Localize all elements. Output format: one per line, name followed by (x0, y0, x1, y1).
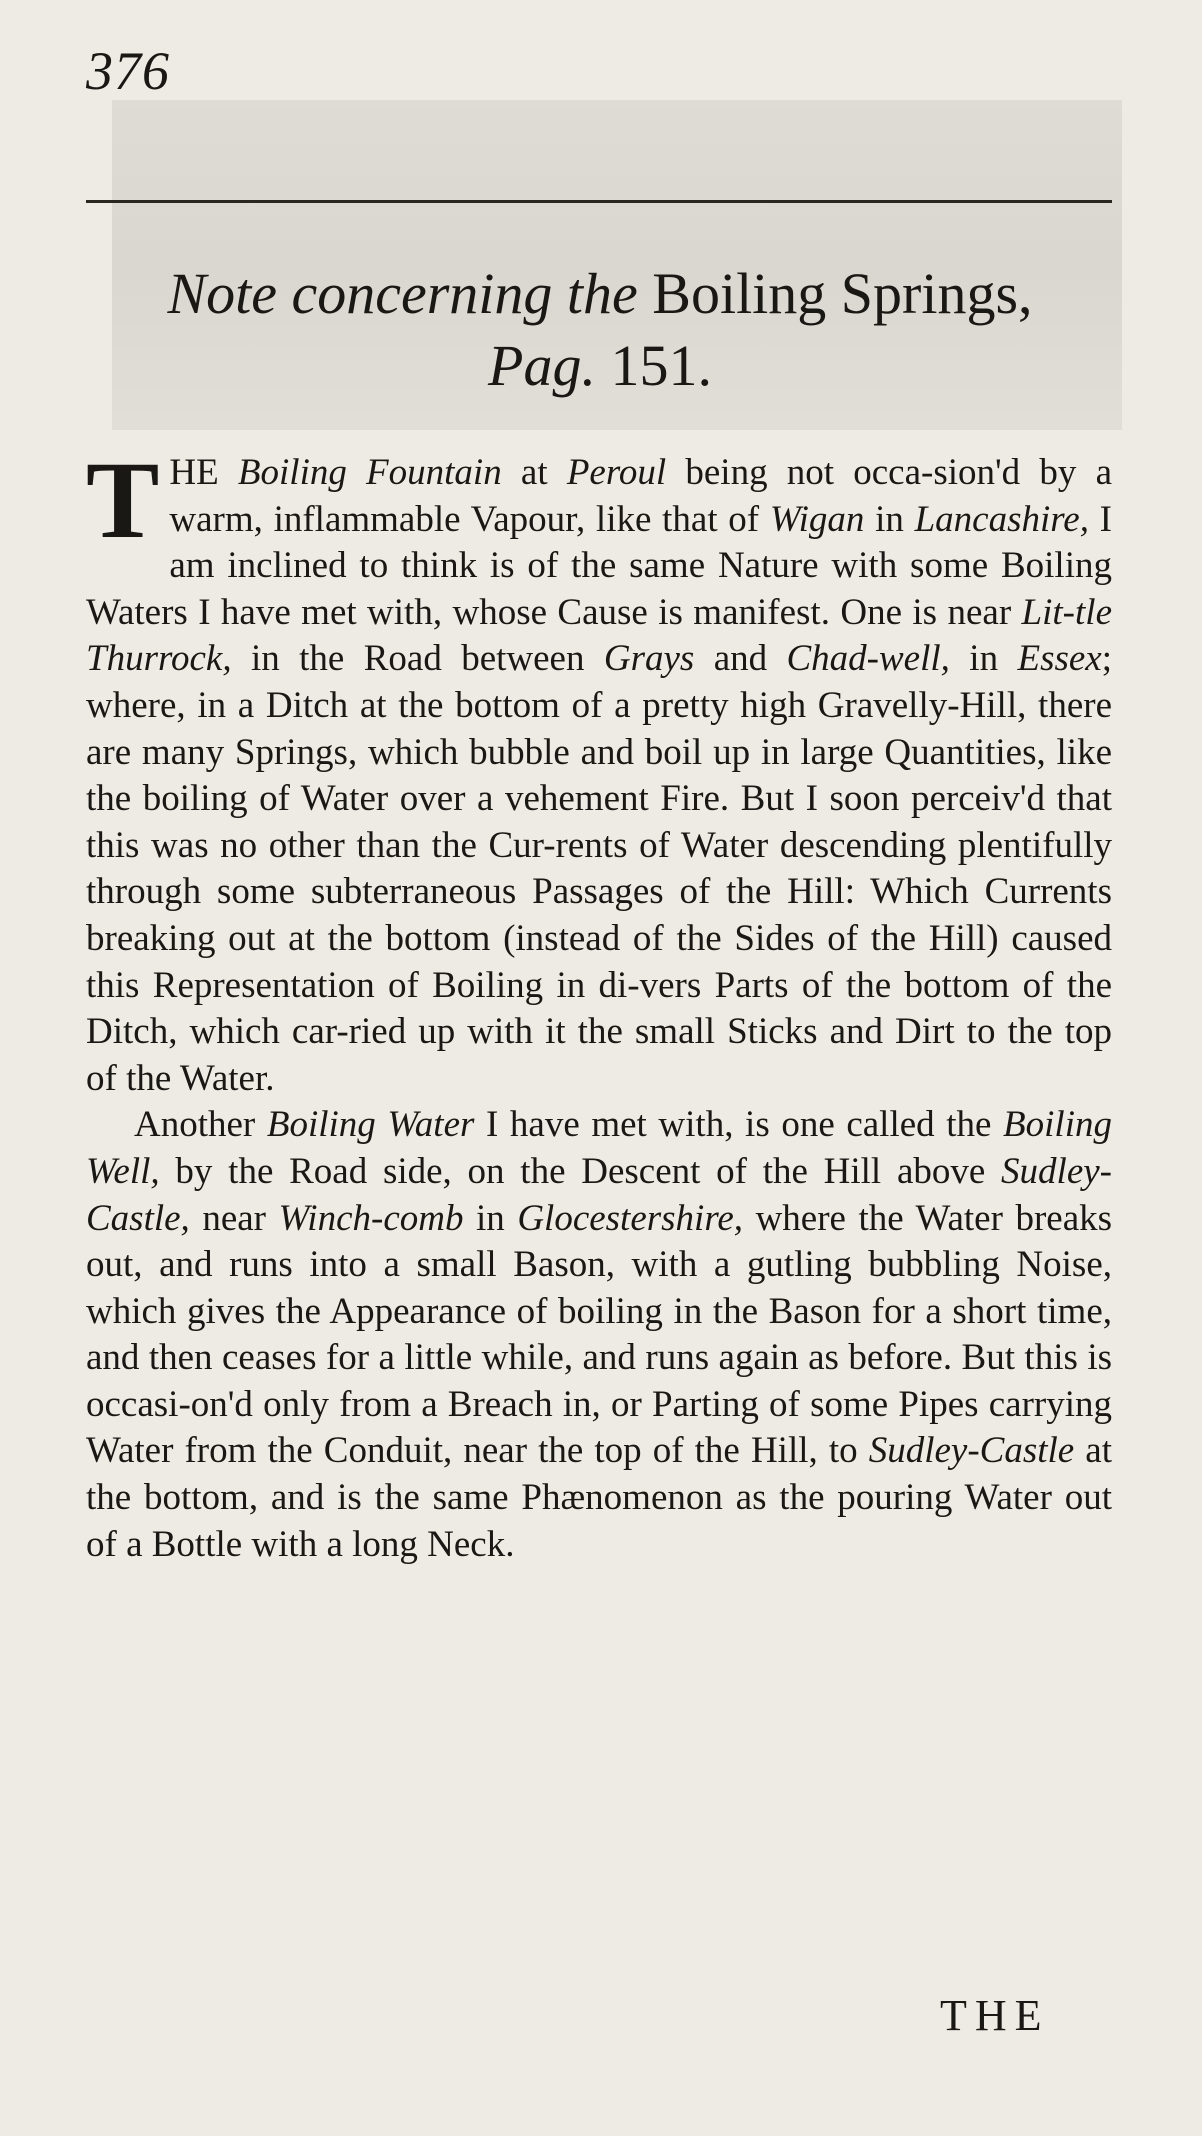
italic-text: Boiling Water (266, 1104, 475, 1146)
italic-text: Sudley-Castle (868, 1430, 1075, 1472)
italic-text: Winch-comb (278, 1197, 464, 1239)
italic-text: Peroul (566, 452, 667, 493)
roman-text: by the Road side, on the Descent of the Hill above (159, 1150, 1002, 1192)
italic-text: Glocestershire, (517, 1197, 744, 1239)
page-number: 376 (86, 41, 170, 101)
section-heading (80, 258, 1120, 402)
roman-text: near (189, 1197, 279, 1239)
paragraph (86, 1102, 1112, 1568)
heading-line-2 (80, 330, 1120, 402)
roman-text: in (463, 1197, 518, 1239)
italic-text: Grays (603, 638, 695, 680)
italic-text: Essex (1017, 638, 1102, 680)
italic-text: Sudley-Castle, (86, 1150, 1112, 1239)
roman-text: Another (134, 1104, 267, 1146)
heading-pag-number: 151. (610, 333, 712, 398)
roman-text: at the bottom, and is the same Phænomenon as the pouring Water out of a Bottle with a long Neck. (86, 1430, 1113, 1565)
italic-text: Lancashire, (914, 498, 1089, 540)
paragraph (86, 439, 1113, 1102)
italic-text: Lit-tle Thurrock, (86, 591, 1112, 680)
roman-text: where the Water breaks out, and runs into a small Bason, with a gutling bubbling Noise, which gives the Appearance of boiling in the Bason for a short time, and then ceases for a little while, and runs again as before. But this is occasi-on'd only from a Breach in, or Parting of some Pipes carrying Water from the Conduit, near the top of the Hill, to (86, 1197, 1113, 1472)
roman-text: in (949, 638, 1018, 680)
roman-text: in the Road between (231, 638, 604, 680)
roman-text: at (501, 452, 567, 493)
italic-text: Boiling Well, (86, 1104, 1112, 1192)
drop-cap: T (86, 439, 160, 561)
italic-text: Boiling Fountain (237, 452, 502, 493)
header-rule (86, 200, 1112, 203)
roman-text: I am inclined to think is of the same Nature with some Boiling Waters I have met with, whose Cause is manifest. One is near (86, 498, 1112, 633)
roman-text: being not occa-sion'd by a warm, inflammable Vapour, like that of (169, 452, 1113, 540)
roman-text: I have met with, is one called the (474, 1104, 1004, 1146)
roman-text: ; where, in a Ditch at the bottom of a pretty high Gravelly-Hill, there are many Springs, which bubble and boil up in large Quantities, like the boiling of Water over a vehement Fire. But I soon perceiv'd that this was no other than the Cur-rents of Water descending plentifully through some subterraneous Passages of the Hill: Which Currents breaking out at the bottom (instead of the Sides of the Hill) caused this Representation of Boiling in di-vers Parts of the bottom of the Ditch, which car-ried up with it the small Sticks and Dirt to the top of the Water. (86, 638, 1112, 1099)
italic-text: Chad-well, (786, 638, 950, 680)
body-text (86, 439, 1113, 1568)
heading-pag-label: Pag. (488, 333, 596, 398)
heading-italic-part: Note concerning the (167, 261, 638, 326)
roman-text: in (864, 498, 915, 540)
italic-text: Wigan (769, 498, 865, 540)
roman-text: HE (169, 452, 238, 493)
heading-line-1 (80, 258, 1120, 330)
roman-text: and (694, 638, 787, 680)
catchword: THE (940, 1991, 1050, 2040)
heading-roman-part: Boiling Springs, (652, 261, 1033, 326)
